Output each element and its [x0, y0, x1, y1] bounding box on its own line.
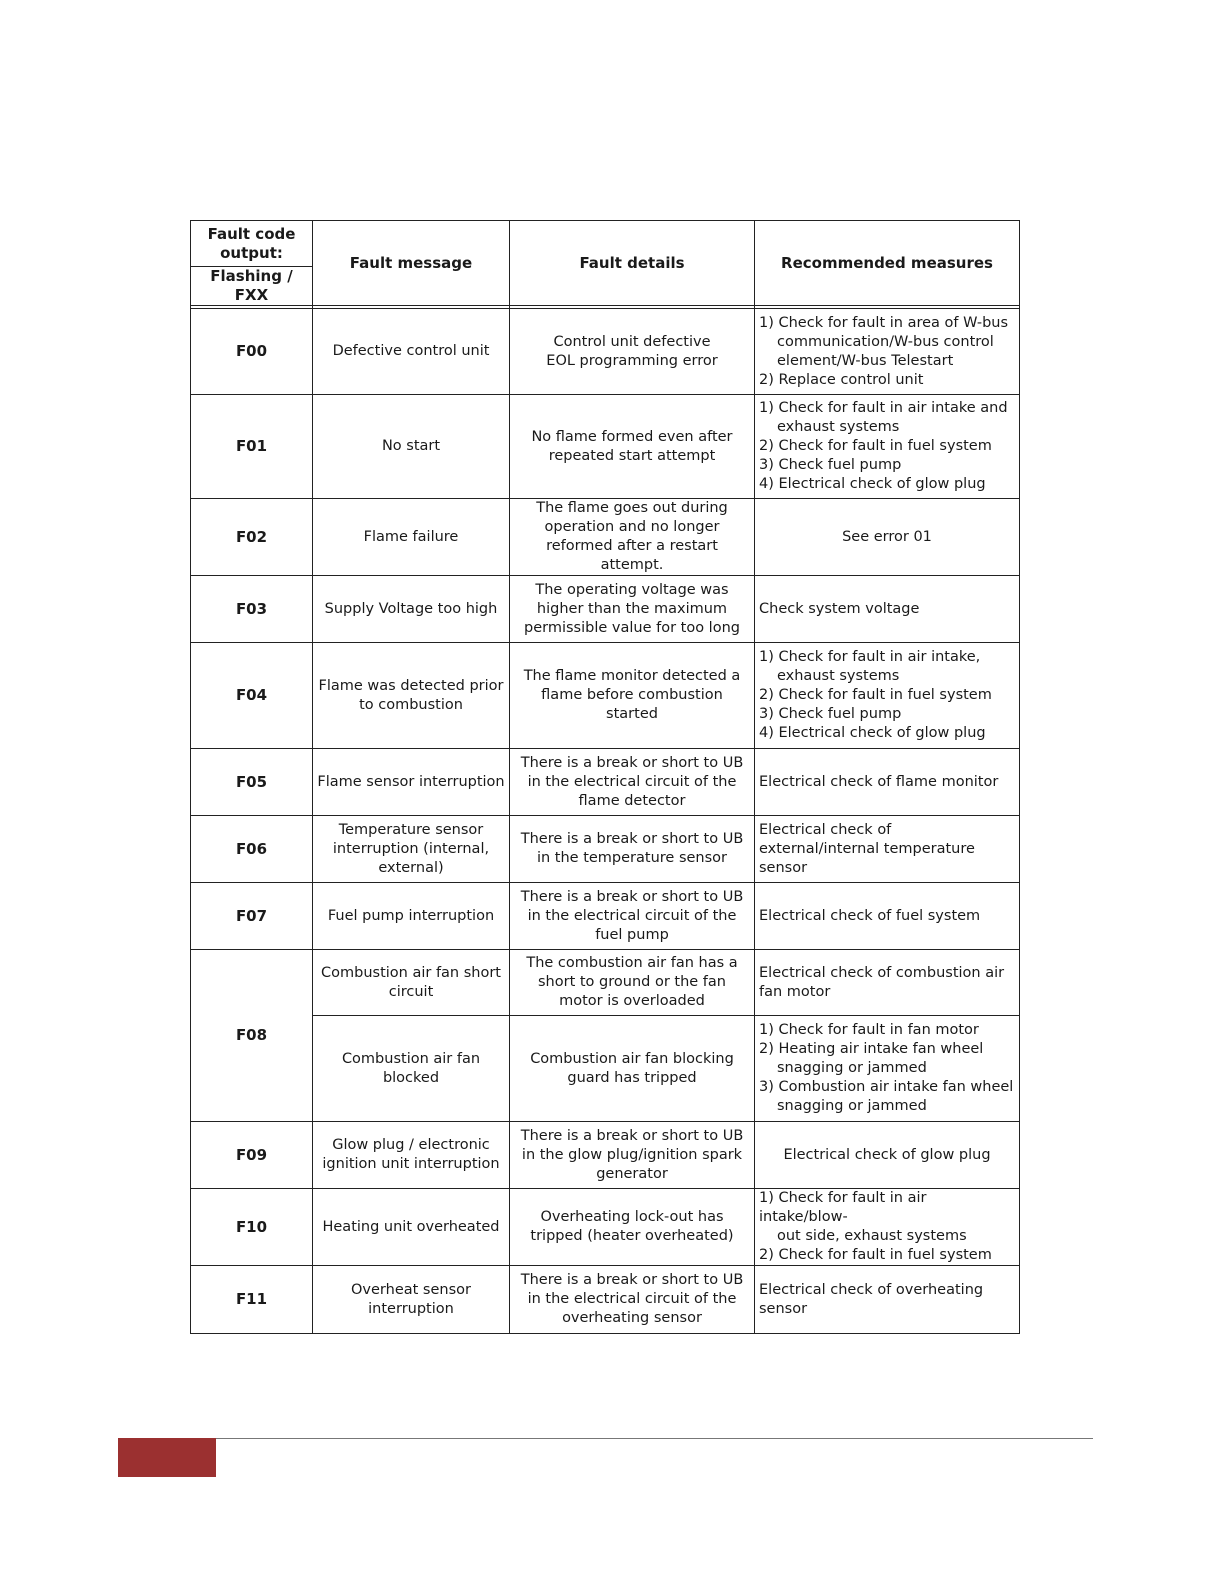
- fault-message: Flame sensor interruption: [313, 749, 510, 816]
- fault-code: F01: [191, 395, 313, 499]
- measure-line: 2) Check for fault in fuel system: [759, 1247, 992, 1263]
- recommended-measures: [755, 499, 1020, 576]
- recommended-measures: [755, 1122, 1020, 1189]
- measure-line: communication/W-bus control: [777, 333, 994, 350]
- measure-line: 2) Heating air intake fan wheel: [759, 1041, 984, 1057]
- recommended-measures: [755, 1266, 1020, 1334]
- measure-line: Electrical check of flame monitor: [759, 773, 999, 790]
- measure-line: exhaust systems: [777, 419, 900, 435]
- measure-line: 1) Check for fault in area of W-bus: [759, 314, 1009, 331]
- measure-line: 1) Check for fault in air intake and: [759, 400, 1008, 416]
- table-row: [191, 499, 1020, 576]
- fault-message: Combustion air fan short circuit: [313, 950, 510, 1016]
- recommended-measures: [755, 816, 1020, 883]
- fault-code: F00: [191, 309, 313, 395]
- fault-details: There is a break or short to UB in the electrical circuit of the flame detector: [510, 749, 755, 816]
- measure-line: out side, exhaust systems: [777, 1228, 967, 1244]
- fault-message: No start: [313, 395, 510, 499]
- fault-code: F04: [191, 643, 313, 749]
- fault-message: Heating unit overheated: [313, 1189, 510, 1266]
- fault-message: Flame was detected prior to combustion: [313, 643, 510, 749]
- fault-details: No flame formed even after repeated start attempt: [510, 395, 755, 499]
- measure-line: 4) Electrical check of glow plug: [759, 476, 986, 492]
- fault-message: Fuel pump interruption: [313, 883, 510, 950]
- fault-code: F02: [191, 499, 313, 576]
- fault-message: Combustion air fan blocked: [313, 1016, 510, 1122]
- fault-details: The combustion air fan has a short to ground or the fan motor is overloaded: [510, 950, 755, 1016]
- header-measures: Recommended measures: [755, 221, 1020, 306]
- table-row: [191, 749, 1020, 816]
- measure-line: Electrical check of glow plug: [783, 1146, 991, 1163]
- table-row: [191, 950, 1020, 1016]
- measure-line: 3) Check fuel pump: [759, 457, 902, 473]
- measure-line: snagging or jammed: [777, 1098, 927, 1114]
- fault-message: Temperature sensor interruption (internal, external): [313, 816, 510, 883]
- header-code-sub: Flashing / FXX: [191, 267, 313, 306]
- fault-table-body: [191, 309, 1020, 1334]
- measure-line: Electrical check of fuel system: [759, 907, 981, 924]
- table-row: [191, 576, 1020, 643]
- measure-line: 3) Combustion air intake fan wheel: [759, 1079, 1014, 1095]
- header-message: Fault message: [313, 221, 510, 306]
- measure-line: Electrical check of external/internal temperature sensor: [759, 821, 975, 876]
- header-details: Fault details: [510, 221, 755, 306]
- measure-line: 4) Electrical check of glow plug: [759, 725, 986, 741]
- measure-line: 2) Replace control unit: [759, 371, 924, 388]
- fault-code: F08: [191, 950, 313, 1122]
- table-row: [191, 1016, 1020, 1122]
- fault-code: F03: [191, 576, 313, 643]
- fault-details: Control unit defective EOL programming error: [510, 309, 755, 395]
- measure-line: element/W-bus Telestart: [777, 352, 954, 369]
- fault-message: Overheat sensor interruption: [313, 1266, 510, 1334]
- footer-accent-block: [118, 1438, 216, 1477]
- fault-code: F09: [191, 1122, 313, 1189]
- fault-details: The operating voltage was higher than the maximum permissible value for too long: [510, 576, 755, 643]
- recommended-measures: [755, 950, 1020, 1016]
- measure-line: snagging or jammed: [777, 1060, 927, 1076]
- measure-line: See error 01: [842, 528, 932, 545]
- recommended-measures: [755, 643, 1020, 749]
- fault-message: Glow plug / electronic ignition unit interruption: [313, 1122, 510, 1189]
- fault-details: Combustion air fan blocking guard has tripped: [510, 1016, 755, 1122]
- measure-line: 3) Check fuel pump: [759, 706, 902, 722]
- fault-code-table: [190, 220, 1020, 1334]
- table-row: [191, 395, 1020, 499]
- table-row: [191, 816, 1020, 883]
- footer-rule: [216, 1438, 1093, 1439]
- fault-message: Flame failure: [313, 499, 510, 576]
- recommended-measures: [755, 395, 1020, 499]
- fault-code: F11: [191, 1266, 313, 1334]
- fault-details: There is a break or short to UB in the electrical circuit of the overheating sensor: [510, 1266, 755, 1334]
- recommended-measures: [755, 1016, 1020, 1122]
- fault-message: Defective control unit: [313, 309, 510, 395]
- table-row: [191, 1189, 1020, 1266]
- fault-code: F05: [191, 749, 313, 816]
- recommended-measures: [755, 883, 1020, 950]
- measure-line: 2) Check for fault in fuel system: [759, 687, 992, 703]
- fault-details: Overheating lock-out has tripped (heater overheated): [510, 1189, 755, 1266]
- fault-code: F10: [191, 1189, 313, 1266]
- fault-details: There is a break or short to UB in the electrical circuit of the fuel pump: [510, 883, 755, 950]
- fault-details: The flame monitor detected a flame before combustion started: [510, 643, 755, 749]
- measure-line: 1) Check for fault in fan motor: [759, 1022, 979, 1038]
- table-row: [191, 883, 1020, 950]
- table-row: [191, 1122, 1020, 1189]
- fault-code: F07: [191, 883, 313, 950]
- measure-line: Electrical check of overheating sensor: [759, 1281, 984, 1317]
- measure-line: 1) Check for fault in air intake/blow-: [759, 1190, 927, 1225]
- fault-code: F06: [191, 816, 313, 883]
- header-code: Fault code output:: [191, 221, 313, 267]
- table-row: [191, 643, 1020, 749]
- measure-line: exhaust systems: [777, 668, 900, 684]
- measure-line: 1) Check for fault in air intake,: [759, 649, 981, 665]
- recommended-measures: [755, 309, 1020, 395]
- fault-details: There is a break or short to UB in the glow plug/ignition spark generator: [510, 1122, 755, 1189]
- fault-details: The flame goes out during operation and no longer reformed after a restart attempt.: [510, 499, 755, 576]
- measure-line: Check system voltage: [759, 600, 920, 617]
- measure-line: Electrical check of combustion air fan motor: [759, 964, 1005, 1000]
- measure-line: 2) Check for fault in fuel system: [759, 438, 992, 454]
- fault-details: There is a break or short to UB in the temperature sensor: [510, 816, 755, 883]
- recommended-measures: [755, 1189, 1020, 1266]
- recommended-measures: [755, 576, 1020, 643]
- table-row: [191, 1266, 1020, 1334]
- table-row: [191, 309, 1020, 395]
- recommended-measures: [755, 749, 1020, 816]
- fault-message: Supply Voltage too high: [313, 576, 510, 643]
